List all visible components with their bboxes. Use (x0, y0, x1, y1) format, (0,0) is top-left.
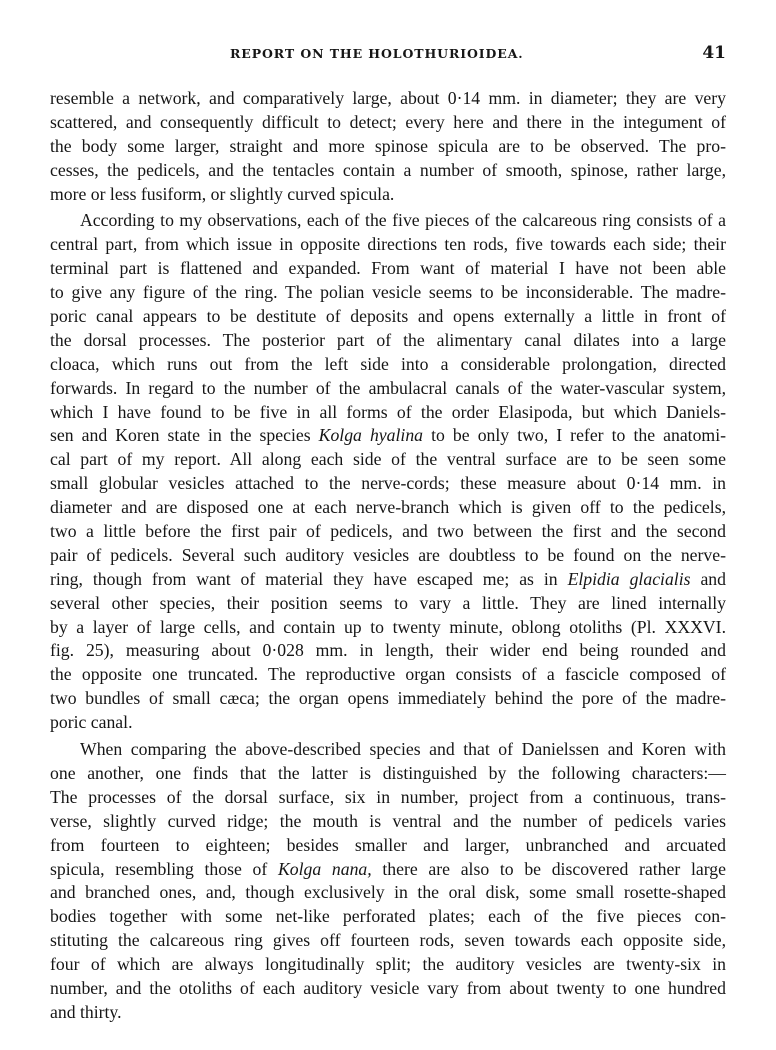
text-line: from fourteen to eighteen; besides smaller and larger, unbranched and arcuated (50, 834, 726, 855)
text-line: pair of pedicels. Several such auditory vesicles are doubtless to be found on the nerve- (50, 544, 726, 565)
running-title: REPORT ON THE HOLOTHURIOIDEA. (230, 46, 524, 61)
text-line: bodies together with some net-like perforated plates; each of the five pieces con- (50, 906, 726, 927)
text-line: number, and the otoliths of each auditory vesicle vary from about twenty to one hundred (50, 977, 726, 998)
text-run: ring, though from want of material they have escaped me; as in (50, 568, 568, 589)
text-line: According to my observations, each of the five pieces of the calcareous ring consists of a (80, 210, 726, 231)
text-line: terminal part is flattened and expanded. From want of material I have not been able (50, 258, 726, 279)
text-line: When comparing the above-described species and that of Danielssen and Koren with (80, 739, 726, 760)
text-line: two a little before the first pair of pedicels, and two between the first and the second (50, 521, 726, 542)
paragraph (50, 87, 726, 206)
paragraph (50, 738, 726, 1025)
text-line: stituting the calcareous ring gives off fourteen rods, seven towards each opposite side, (50, 930, 726, 951)
text-line: forwards. In regard to the number of the ambulacral canals of the water-vascular system, (50, 377, 726, 398)
text-line: diameter and are disposed one at each nerve-branch which is given off to the pedicels, (50, 497, 726, 518)
text-line: verse, slightly curved ridge; the mouth is ventral and the number of pedicels varies (50, 810, 726, 831)
text-run: sen and Koren state in the species (50, 425, 319, 446)
text-line: two bundles of small cæca; the organ opens immediately behind the pore of the madre- (50, 688, 726, 709)
text-line: the body some larger, straight and more spinose spicula are to be observed. The pro- (50, 135, 726, 156)
text-line: to give any figure of the ring. The polian vesicle seems to be inconsiderable. The madre- (50, 282, 726, 303)
text-line: more or less fusiform, or slightly curved spicula. (50, 183, 395, 204)
species-name: Kolga nana, (277, 858, 372, 879)
text-line: The processes of the dorsal surface, six in number, project from a continuous, trans- (50, 786, 726, 807)
text-line (50, 424, 726, 448)
text-line: several other species, their position seems to vary a little. They are lined internally (50, 592, 726, 613)
text-line: cesses, the pedicels, and the tentacles contain a number of smooth, spinose, rather large, (50, 159, 726, 180)
text-line: four of which are always longitudinally split; the auditory vesicles are twenty-six in (50, 954, 726, 975)
text-line: small globular vesicles attached to the nerve-cords; these measure about 0·14 mm. in (50, 473, 726, 494)
text-line (50, 858, 726, 882)
running-head (0, 43, 776, 70)
text-line: which I have found to be five in all forms of the order Elasipoda, but which Daniels- (50, 401, 726, 422)
species-name: Kolga hyalina (318, 425, 424, 446)
body-text (50, 87, 726, 1025)
paragraph (50, 209, 726, 735)
text-line: and thirty. (50, 1001, 122, 1022)
text-line: one another, one finds that the latter is distinguished by the following characters:— (50, 762, 726, 783)
text-line: scattered, and consequently difficult to detect; every here and there in the integument of (50, 111, 726, 132)
text-line: cal part of my report. All along each side of the ventral surface are to be seen some (50, 449, 726, 470)
text-line: resemble a network, and comparatively large, about 0·14 mm. in diameter; they are very (50, 88, 726, 108)
species-name: Elpidia glacialis (567, 568, 691, 589)
text-line: cloaca, which runs out from the left side into a considerable prolongation, directed (50, 353, 726, 374)
text-line: fig. 25), measuring about 0·028 mm. in length, their wider end being rounded and (50, 640, 726, 661)
text-line: the dorsal processes. The posterior part of the alimentary canal dilates into a large (50, 329, 726, 350)
text-run: there are also to be discovered rather large (371, 858, 726, 879)
text-run: to be only two, I refer to the anatomi- (423, 425, 726, 446)
text-line: by a layer of large cells, and contain up to twenty minute, oblong otoliths (Pl. XXXVI. (50, 616, 726, 637)
text-line: central part, from which issue in opposite directions ten rods, five towards each side; their (50, 234, 726, 255)
text-line: the opposite one truncated. The reproductive organ consists of a fascicle composed of (50, 664, 726, 685)
text-line: poric canal appears to be destitute of deposits and opens externally a little in front of (50, 306, 726, 327)
text-run: and (690, 568, 726, 589)
text-line (50, 568, 726, 592)
text-run: spicula, resembling those of (50, 858, 278, 879)
text-line: poric canal. (50, 712, 133, 733)
page-number: 41 (702, 43, 726, 63)
text-line: and branched ones, and, though exclusively in the oral disk, some small rosette-shaped (50, 882, 726, 903)
